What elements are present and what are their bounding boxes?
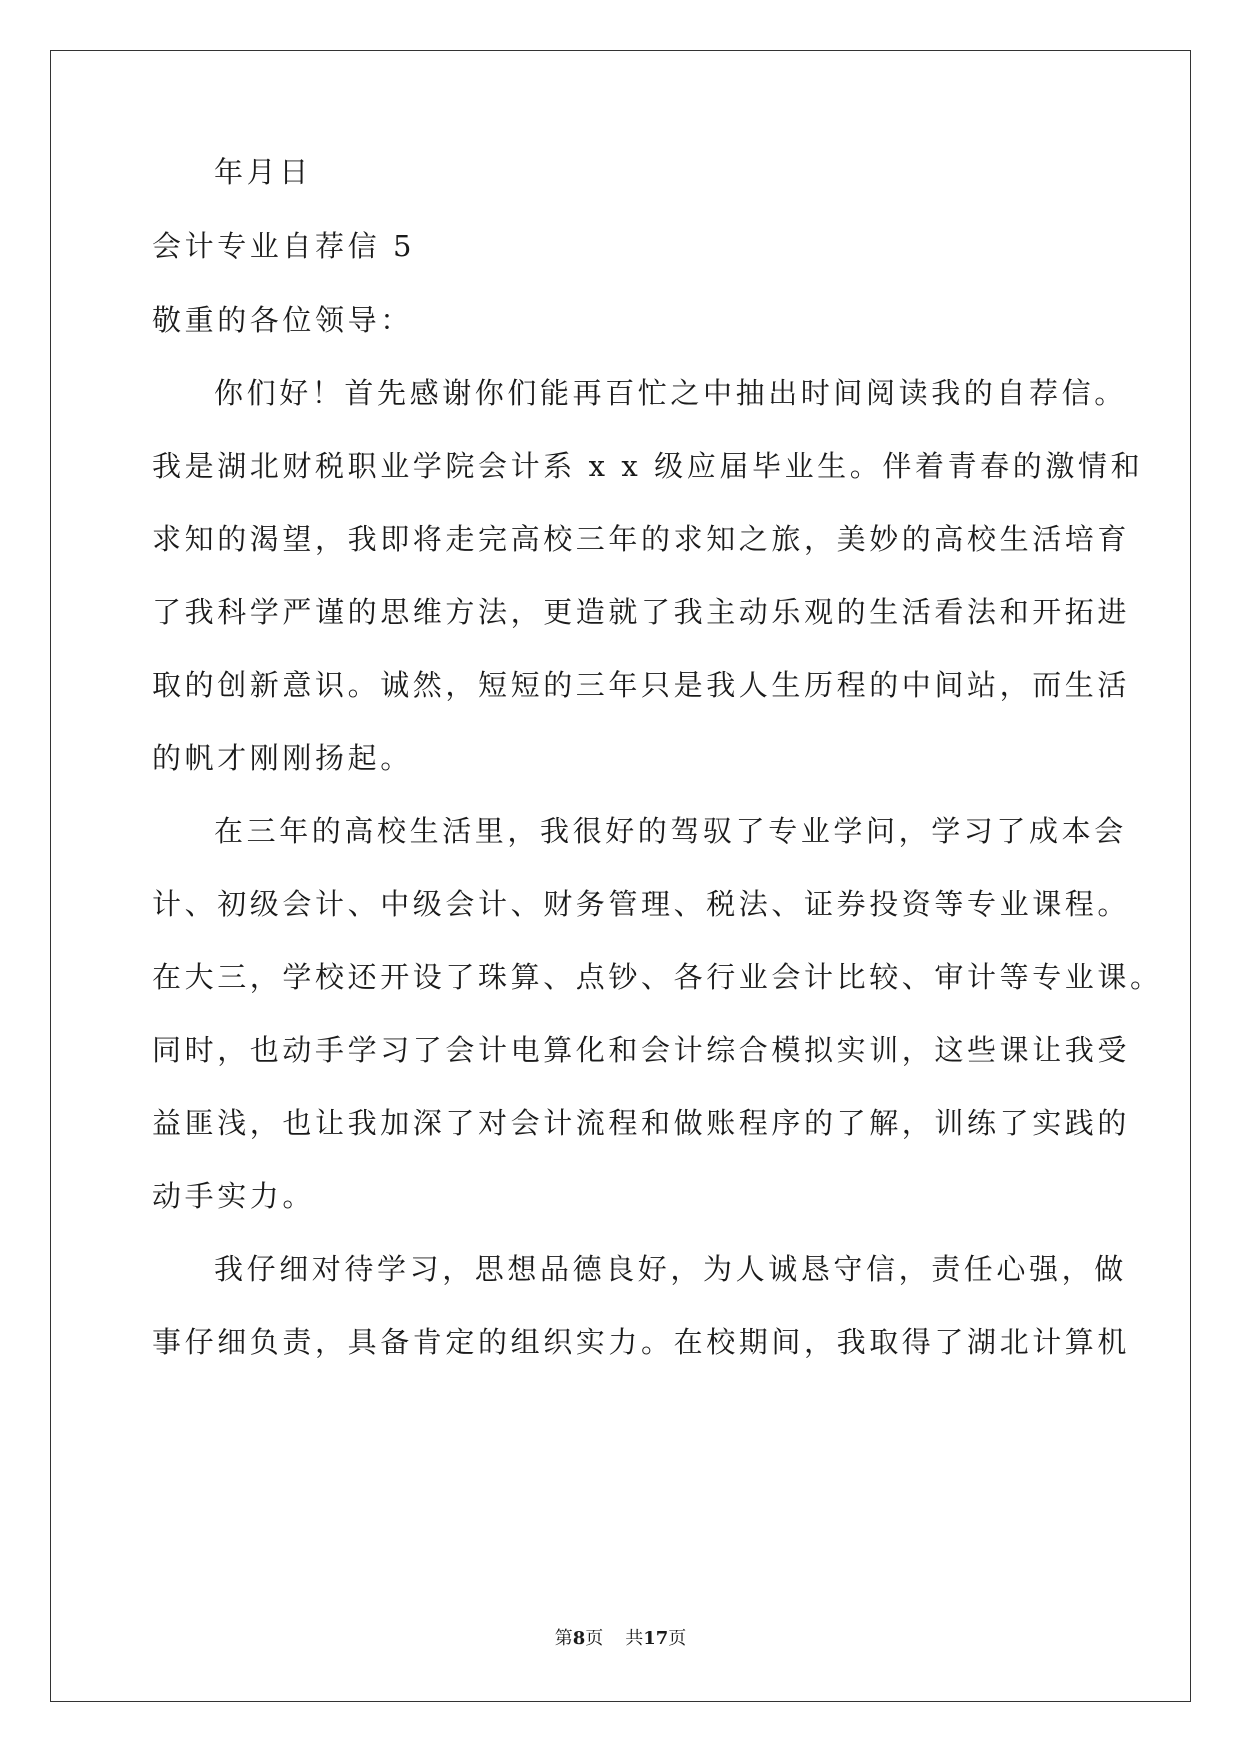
paragraph-line: 我仔细对待学习，思想品德良好，为人诚恳守信，责任心强，做 <box>214 1252 1127 1286</box>
paragraph-line: 益匪浅，也让我加深了对会计流程和做账程序的了解，训练了实践的 <box>152 1106 1131 1140</box>
page-border <box>50 50 1191 1702</box>
paragraph-line: 计、初级会计、中级会计、财务管理、税法、证券投资等专业课程。 <box>152 887 1131 921</box>
total-suffix: 页 <box>668 1628 687 1649</box>
paragraph-line: 动手实力。 <box>152 1179 316 1213</box>
paragraph-line: 你们好！首先感谢你们能再百忙之中抽出时间阅读我的自荐信。 <box>214 376 1127 410</box>
paragraph-line: 的帆才刚刚扬起。 <box>152 741 413 775</box>
paragraph-line: 在大三，学校还开设了珠算、点钞、各行业会计比较、审计等专业课。 <box>152 960 1163 994</box>
paragraph-line: 我是湖北财税职业学院会计系 x x 级应届毕业生。伴着青春的激情和 <box>152 449 1144 483</box>
page-footer <box>0 1630 1241 1648</box>
paragraph-line: 求知的渴望，我即将走完高校三年的求知之旅，美妙的高校生活培育 <box>152 522 1131 556</box>
page-prefix: 第 <box>554 1628 573 1649</box>
paragraph-line: 取的创新意识。诚然，短短的三年只是我人生历程的中间站，而生活 <box>152 668 1131 702</box>
paragraph-line: 了我科学严谨的思维方法，更造就了我主动乐观的生活看法和开拓进 <box>152 595 1131 629</box>
paragraph-line: 事仔细负责，具备肯定的组织实力。在校期间，我取得了湖北计算机 <box>152 1325 1131 1359</box>
page-suffix: 页 <box>585 1628 604 1649</box>
paragraph-line: 同时，也动手学习了会计电算化和会计综合模拟实训，这些课让我受 <box>152 1033 1131 1067</box>
section-heading: 会计专业自荐信 5 <box>152 229 416 263</box>
total-prefix: 共 <box>625 1628 644 1649</box>
paragraph-line: 在三年的高校生活里，我很好的驾驭了专业学问，学习了成本会 <box>214 814 1127 848</box>
total-pages: 17 <box>643 1628 669 1649</box>
date-line: 年月日 <box>214 155 312 189</box>
page-number: 8 <box>572 1628 586 1649</box>
salutation: 敬重的各位领导： <box>152 303 413 337</box>
